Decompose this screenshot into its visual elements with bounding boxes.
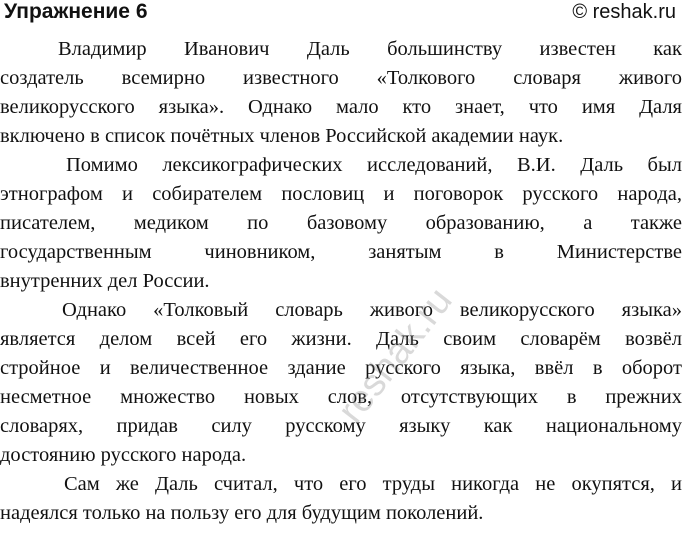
paragraph	[0, 151, 682, 296]
paragraph	[0, 35, 682, 151]
text-line: Помимо лексикографических исследований, В.И. Даль был	[66, 154, 682, 176]
text-line: Однако «Толковый словарь живого великорусского языка»	[62, 299, 682, 321]
text-line: Владимир Иванович Даль большинству известен как	[58, 38, 682, 60]
paragraph	[0, 470, 682, 528]
text-line: создатель всемирно известного «Толкового словаря живого	[0, 67, 682, 89]
text-line: внутренних дел России.	[0, 270, 210, 292]
text-line: включено в список почётных членов Российской академии наук.	[0, 125, 564, 147]
text-line: несметное множество новых слов, отсутствующих в прежних	[0, 386, 682, 408]
text-line: является делом всей его жизни. Даль своим словарём возвёл	[0, 328, 682, 350]
exercise-text	[0, 35, 682, 528]
text-line: писателем, медиком по базовому образованию, а также	[0, 212, 682, 234]
text-line: надеялся только на пользу его для будущим поколений.	[0, 502, 484, 524]
text-line: великорусского языка». Однако мало кто знает, что имя Даля	[0, 96, 682, 118]
text-line: Сам же Даль считал, что его труды никогда не окупятся, и	[64, 473, 682, 495]
text-line: достоянию русского народа.	[0, 444, 247, 466]
paragraph	[0, 296, 682, 470]
page-header	[0, 0, 682, 24]
text-line: стройное и величественное здание русского языка, ввёл в оборот	[0, 357, 682, 379]
text-line: государственным чиновником, занятым в Министерстве	[0, 241, 682, 263]
text-line: словарях, придав силу русскому языку как национальному	[0, 415, 682, 437]
text-line: этнографом и собирателем пословиц и поговорок русского народа,	[0, 183, 682, 205]
source-credit: © reshak.ru	[572, 1, 676, 23]
exercise-title: Упражнение 6	[4, 0, 148, 23]
watermark: reshak.ru	[330, 280, 461, 431]
